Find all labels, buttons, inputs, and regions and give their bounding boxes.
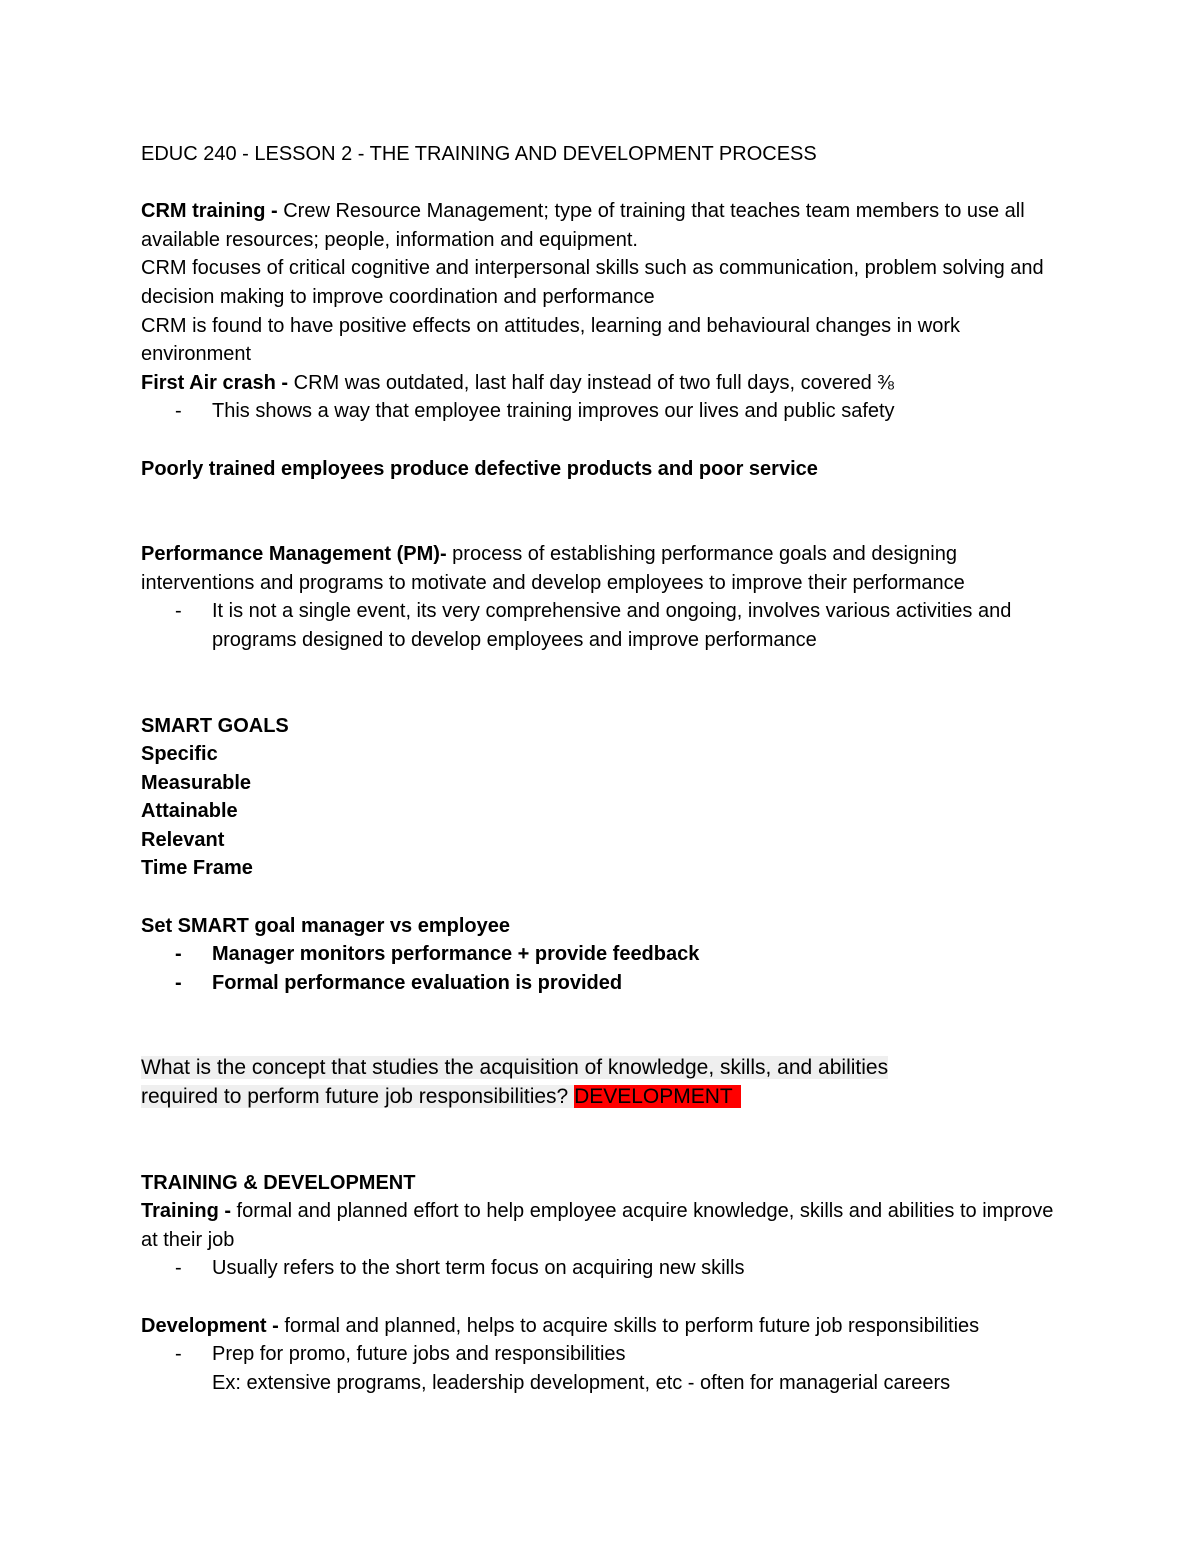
- smart-item-relevant: Relevant: [141, 828, 225, 851]
- list-item-continuation: [141, 1369, 1061, 1398]
- training-def-text: formal and planned effort to help employee acquire knowledge, skills and abilities to improve at their job: [141, 1200, 1054, 1251]
- list-item: [141, 1340, 1061, 1369]
- list-item: [141, 969, 1061, 998]
- list-item-text: Ex: extensive programs, leadership development, etc - often for managerial careers: [212, 1371, 951, 1394]
- development-def-text: formal and planned, helps to acquire skills to perform future job responsibilities: [278, 1314, 980, 1337]
- question-text-line2: required to perform future job responsibilities?: [141, 1085, 575, 1109]
- development-term: Development -: [141, 1314, 279, 1337]
- training-definition: [141, 1197, 1061, 1254]
- list-item-text: Usually refers to the short term focus on acquiring new skills: [212, 1257, 745, 1280]
- smart-item-time-frame: Time Frame: [141, 857, 253, 880]
- smart-item-attainable: Attainable: [141, 800, 238, 823]
- crm-def-text: Crew Resource Management; type of training that teaches team members to use all available resources; people, information and equipment.: [141, 200, 1025, 251]
- smart-goals-heading: SMART GOALS: [141, 714, 289, 737]
- bullet-dash: -: [175, 971, 182, 994]
- crm-effects-text: CRM is found to have positive effects on attitudes, learning and behavioural changes in work environment: [141, 314, 961, 366]
- bullet-dash: -: [175, 1343, 182, 1366]
- set-smart-heading: Set SMART goal manager vs employee: [141, 914, 511, 937]
- bullet-dash: -: [175, 943, 182, 966]
- pm-term: Performance Management (PM)-: [141, 543, 447, 566]
- development-definition: [141, 1312, 1061, 1341]
- list-item-text: Prep for promo, future jobs and responsibilities: [212, 1343, 626, 1366]
- crm-definition: [141, 197, 1061, 254]
- smart-item-measurable: Measurable: [141, 771, 252, 794]
- crm-focus-text: CRM focuses of critical cognitive and interpersonal skills such as communication, problem solving and decision making to improve coordination and performance: [141, 257, 1044, 308]
- list-item: [141, 1254, 1061, 1283]
- answer-highlight: DEVELOPMENT: [574, 1085, 741, 1108]
- list-item-text: Formal performance evaluation is provided: [212, 971, 623, 994]
- td-heading: TRAINING & DEVELOPMENT: [141, 1171, 416, 1194]
- question-text-line1: What is the concept that studies the acquisition of knowledge, skills, and abilities: [141, 1056, 889, 1080]
- list-item: [141, 940, 1061, 969]
- question-block: [141, 1054, 1061, 1111]
- list-item-text: Manager monitors performance + provide feedback: [212, 943, 700, 966]
- air-crash-def-text: CRM was outdated, last half day instead of two full days, covered ⅜: [288, 371, 894, 394]
- page-title: EDUC 240 - LESSON 2 - THE TRAINING AND DEVELOPMENT PROCESS: [141, 143, 817, 165]
- smart-item-specific: Specific: [141, 743, 218, 766]
- list-item-text: It is not a single event, its very comprehensive and ongoing, involves various activities and programs designed to develop employees and improve performance: [212, 600, 1012, 651]
- air-crash-definition: [141, 369, 1061, 398]
- bullet-dash: -: [175, 1257, 182, 1280]
- list-item: [141, 597, 1061, 654]
- training-term: Training -: [141, 1200, 231, 1223]
- bullet-dash: -: [175, 400, 182, 423]
- pm-def-text: process of establishing performance goals and designing interventions and programs to motivate and develop employees to improve their performance: [141, 543, 965, 594]
- bullet-dash: -: [175, 600, 182, 623]
- crm-term: CRM training -: [141, 200, 278, 223]
- pm-definition: [141, 540, 1061, 597]
- list-item-text: This shows a way that employee training improves our lives and public safety: [212, 400, 895, 423]
- air-crash-term: First Air crash -: [141, 371, 289, 394]
- document-body: [141, 140, 1061, 1397]
- poorly-trained-statement: Poorly trained employees produce defective products and poor service: [141, 457, 818, 480]
- list-item: [141, 397, 1061, 426]
